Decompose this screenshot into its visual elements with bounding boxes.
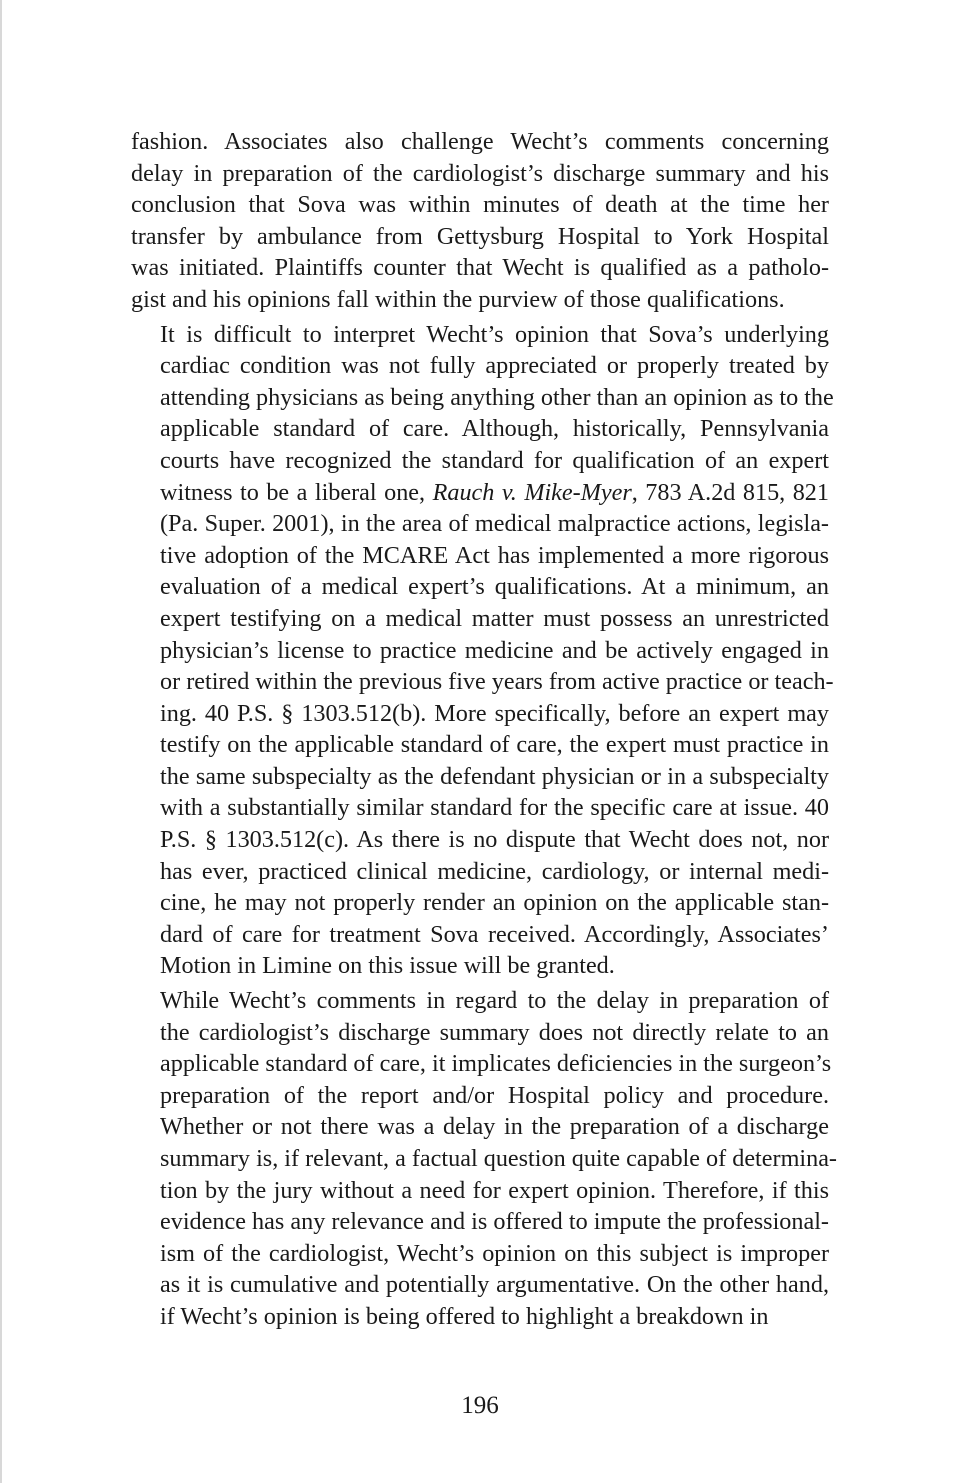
text-line: has ever, practiced clinical medicine, cardiology, or internal medi-: [160, 857, 829, 885]
text-line: ism of the cardiologist, Wecht’s opinion on this subject is improper: [160, 1239, 829, 1267]
text-line: gist and his opinions fall within the purview of those qualifications.: [131, 285, 785, 313]
text-line: transfer by ambulance from Gettysburg Hospital to York Hospital: [131, 222, 829, 250]
text-line: the same subspecialty as the defendant physician or in a subspecialty: [160, 762, 829, 790]
text-line: tive adoption of the MCARE Act has implemented a more rigorous: [160, 541, 829, 569]
text-line: conclusion that Sova was within minutes of death at the time her: [131, 191, 829, 219]
paragraph-3: [131, 985, 837, 1333]
text-line: was initiated. Plaintiffs counter that Wecht is qualified as a patholo-: [131, 254, 829, 282]
page-edge: [0, 0, 2, 1483]
text-line: the cardiologist’s discharge summary does not directly relate to an: [160, 1018, 829, 1046]
text-line: cine, he may not properly render an opinion on the applicable stan-: [160, 889, 829, 917]
text-line: dard of care for treatment Sova received. Accordingly, Associates’: [160, 920, 829, 948]
text-line: fashion. Associates also challenge Wecht’s comments concerning: [131, 128, 829, 155]
page-number: 196: [461, 1392, 499, 1419]
text-line: evidence has any relevance and is offered to impute the professional-: [160, 1208, 829, 1236]
text-line: or retired within the previous five years from active practice or teach-: [160, 668, 834, 696]
text-line: if Wecht’s opinion is being offered to highlight a breakdown in: [160, 1302, 769, 1330]
text-line: Motion in Limine on this issue will be granted.: [160, 952, 615, 980]
text-segment: , 783 A.2d 815, 821: [631, 478, 829, 506]
text-line: attending physicians as being anything other than an opinion as to the: [160, 383, 834, 411]
text-line: P.S. § 1303.512(c). As there is no dispute that Wecht does not, nor: [160, 826, 829, 854]
text-line: as it is cumulative and potentially argumentative. On the other hand,: [160, 1271, 829, 1299]
text-segment: witness to be a liberal one,: [160, 478, 433, 506]
text-line: applicable standard of care, it implicates deficiencies in the surgeon’s: [160, 1050, 832, 1078]
text-line: [131, 477, 829, 509]
text-line: Whether or not there was a delay in the preparation of a discharge: [160, 1113, 829, 1141]
text-line: tion by the jury without a need for expert opinion. Therefore, if this: [160, 1176, 829, 1204]
paragraph-1: [131, 126, 829, 316]
paragraph-2: [131, 319, 834, 982]
text-line: physician’s license to practice medicine and be actively engaged in: [160, 636, 829, 664]
case-citation: Rauch v. Mike-Myer: [432, 478, 632, 506]
text-line: (Pa. Super. 2001), in the area of medical malpractice actions, legisla-: [160, 510, 829, 538]
text-line: expert testifying on a medical matter must possess an unrestricted: [160, 604, 829, 632]
body-text: [131, 126, 837, 1333]
text-line: applicable standard of care. Although, historically, Pennsylvania: [160, 415, 829, 443]
text-line: courts have recognized the standard for qualification of an expert: [160, 446, 829, 474]
text-line: delay in preparation of the cardiologist’s discharge summary and his: [131, 159, 829, 187]
text-line: with a substantially similar standard for the specific care at issue. 40: [160, 794, 829, 822]
text-line: evaluation of a medical expert’s qualifications. At a minimum, an: [160, 573, 829, 601]
text-line: It is difficult to interpret Wecht’s opinion that Sova’s underlying: [160, 320, 829, 348]
text-line: ing. 40 P.S. § 1303.512(b). More specifically, before an expert may: [160, 699, 829, 727]
text-line: summary is, if relevant, a factual question quite capable of determina-: [160, 1145, 837, 1172]
text-line: While Wecht’s comments in regard to the delay in preparation of: [160, 987, 829, 1015]
text-line: preparation of the report and/or Hospital policy and procedure.: [160, 1081, 829, 1109]
text-line: cardiac condition was not fully appreciated or properly treated by: [160, 352, 829, 380]
text-line: testify on the applicable standard of care, the expert must practice in: [160, 731, 829, 759]
